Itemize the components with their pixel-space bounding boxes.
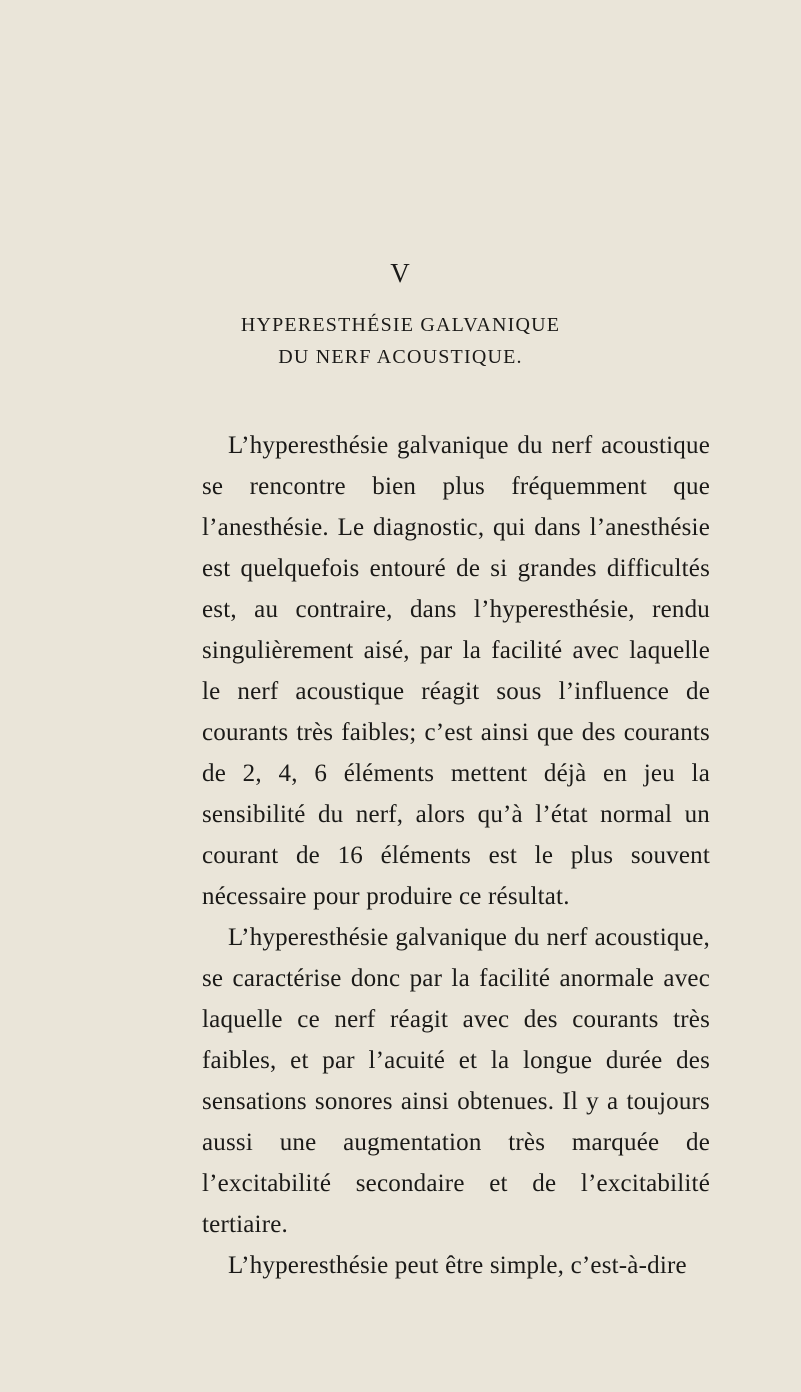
body-text (202, 425, 710, 1286)
paragraph-2: L’hyperesthésie galvanique du nerf acoustique, se caractérise donc par la facilité anormale avec laquelle ce nerf réagit avec des courants très faibles, et par l’acuité et la longue durée des sensations sonores ainsi obtenues. Il y a toujours aussi une augmentation très marquée de l’excitabilité secondaire et de l’excitabilité tertiaire. (202, 924, 710, 1238)
chapter-number: V (390, 258, 411, 288)
chapter-title-line-2: DU NERF ACOUSTIQUE. (278, 346, 523, 368)
paragraph-1: L’hyperesthésie galvanique du nerf acoustique se rencontre bien plus fréquemment que l’anesthésie. Le diagnostic, qui dans l’anesthésie est quelquefois entouré de si grandes difficultés est, au contraire, dans l’hyperesthésie, rendu singulièrement aisé, par la facilité avec laquelle le nerf acoustique réagit sous l’influence de courants très faibles; c’est ainsi que des courants de 2, 4, 6 éléments mettent déjà en jeu la sensibilité du nerf, alors qu’à l’état normal un courant de 16 éléments est le plus souvent nécessaire pour produire ce résultat. (202, 432, 710, 910)
chapter-title-line-1: HYPERESTHÉSIE GALVANIQUE (240, 314, 561, 336)
paragraph-3: L’hyperesthésie peut être simple, c’est-à-dire (228, 1252, 687, 1279)
